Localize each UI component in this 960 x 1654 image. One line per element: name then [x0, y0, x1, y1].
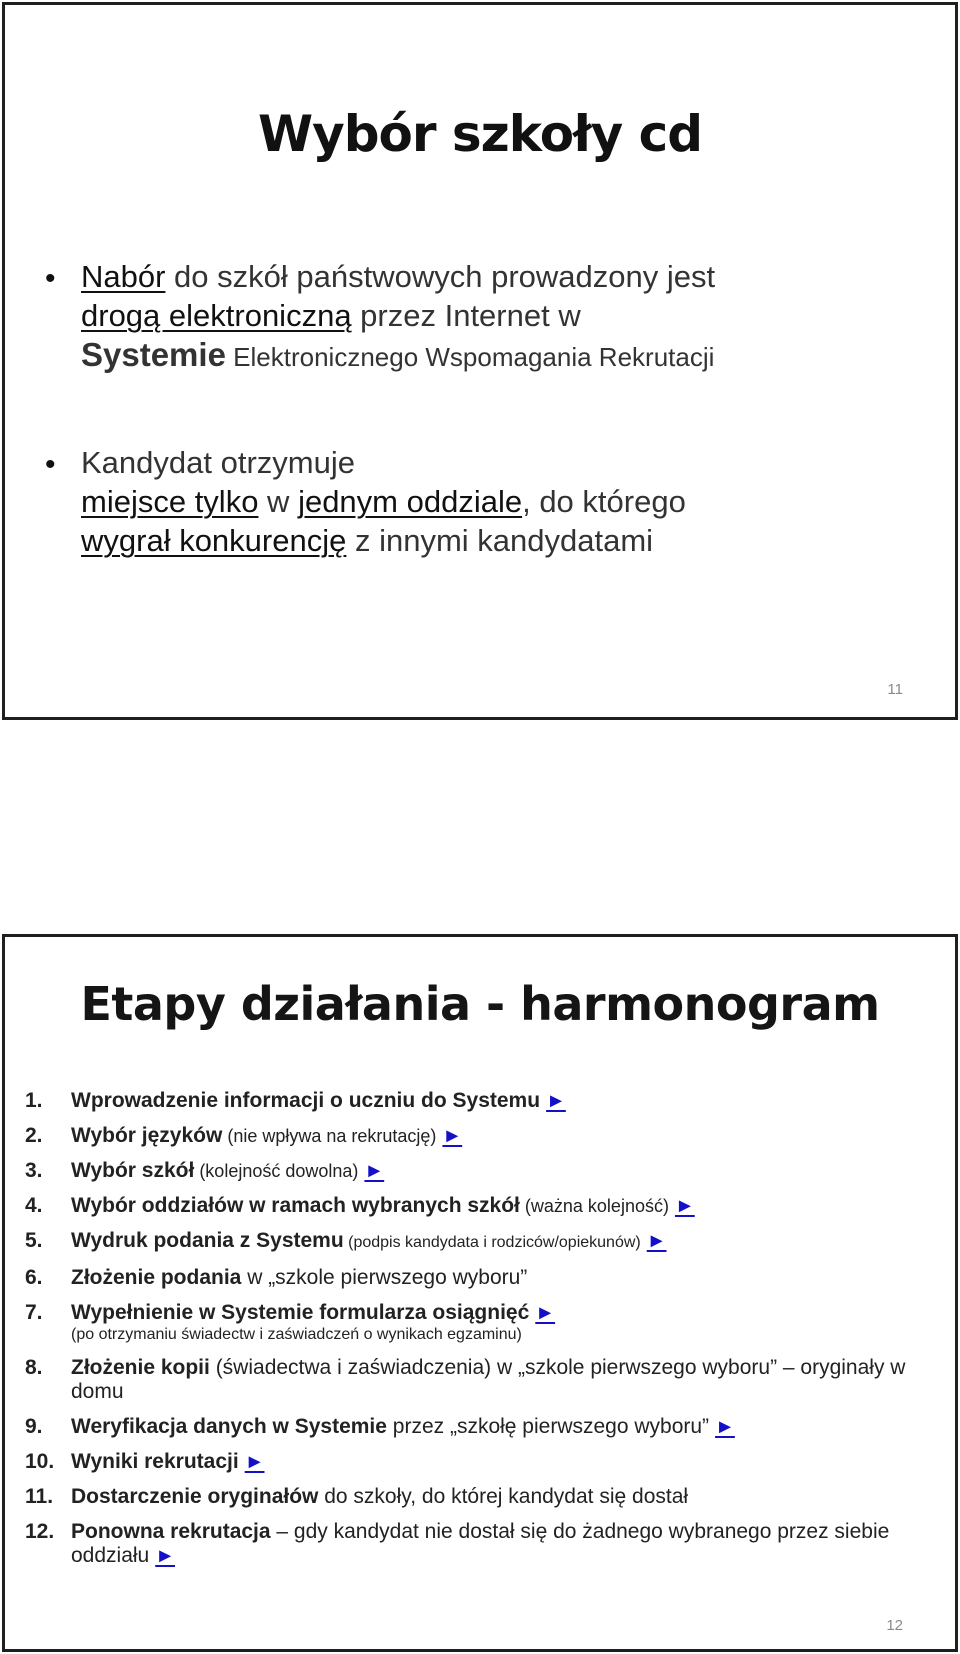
step-note: (ważna kolejność) — [519, 1196, 669, 1216]
bullet-text: z innymi kandydatami — [346, 523, 654, 558]
bullet-dot-icon: • — [45, 262, 56, 295]
list-item — [25, 1301, 945, 1345]
step-title: Wybór oddziałów w ramach wybranych szkół — [71, 1194, 520, 1217]
bullet-text: do szkół państwowych prowadzony jest — [165, 259, 716, 294]
slide-title: Wybór szkoły cd — [257, 105, 703, 163]
list-item — [25, 1089, 945, 1113]
step-note: (nie wpływa na rekrutację) — [222, 1126, 437, 1146]
arrow-right-icon[interactable]: ► — [646, 1230, 667, 1252]
arrow-right-icon[interactable]: ► — [546, 1090, 566, 1112]
bullet-text: przez Internet w — [351, 298, 581, 333]
list-item — [25, 1194, 945, 1218]
bullet-text: w — [258, 484, 299, 519]
step-title: Wypełnienie w Systemie formularza osiągnięć — [71, 1301, 530, 1324]
step-number: 4. — [25, 1194, 43, 1217]
step-number: 9. — [25, 1415, 43, 1438]
page-number: 12 — [886, 1617, 903, 1634]
step-note: do szkoły, do której kandydat się dostał — [318, 1485, 689, 1508]
bullet-text: Elektronicznego Wspomagania Rekrutacji — [225, 342, 715, 372]
step-number: 8. — [25, 1356, 43, 1379]
list-item — [25, 1356, 945, 1404]
step-title: Dostarczenie oryginałów — [71, 1485, 319, 1508]
step-number: 1. — [25, 1089, 43, 1112]
link-miejsce-tylko[interactable]: miejsce tylko — [81, 484, 259, 519]
bullet-text: , do którego — [522, 484, 686, 519]
bullet-item-2 — [45, 443, 960, 560]
step-title: Wybór języków — [71, 1124, 223, 1147]
step-title: Złożenie kopii — [71, 1356, 210, 1379]
step-title: Ponowna rekrutacja — [71, 1520, 271, 1543]
list-item — [25, 1229, 945, 1255]
arrow-right-icon[interactable]: ► — [535, 1302, 556, 1324]
slide-12 — [2, 934, 958, 1652]
step-subnote: (po otrzymaniu świadectw i zaświadczeń o wynikach egzaminu) — [71, 1326, 522, 1343]
bullet-item-1 — [45, 257, 960, 377]
step-title: Wydruk podania z Systemu — [71, 1229, 344, 1252]
list-item — [25, 1266, 945, 1290]
step-title: Wyniki rekrutacji — [71, 1450, 239, 1473]
step-number: 2. — [25, 1124, 43, 1147]
list-item — [25, 1124, 945, 1148]
link-jednym-oddziale[interactable]: jednym oddziale — [298, 484, 523, 519]
arrow-right-icon[interactable]: ► — [244, 1451, 265, 1473]
steps-list — [25, 1089, 945, 1579]
step-number: 11. — [25, 1485, 54, 1508]
step-note: w „szkole pierwszego wyboru” — [241, 1266, 528, 1289]
arrow-right-icon[interactable]: ► — [442, 1125, 463, 1147]
arrow-right-icon[interactable]: ► — [364, 1160, 385, 1182]
step-number: 10. — [25, 1450, 55, 1473]
list-item — [25, 1450, 945, 1474]
list-item — [25, 1485, 945, 1509]
arrow-right-icon[interactable]: ► — [715, 1416, 735, 1438]
step-title: Weryfikacja danych w Systemie — [71, 1415, 387, 1438]
step-note: (kolejność dowolna) — [194, 1161, 359, 1181]
arrow-right-icon[interactable]: ► — [155, 1545, 176, 1567]
step-note: (świadectwa i zaświadczenia) w „szkole pierwszego wyboru” – oryginały w domu — [71, 1356, 906, 1403]
link-nabor[interactable]: Nabór — [81, 259, 166, 294]
step-title: Złożenie podania — [71, 1266, 242, 1289]
step-title: Wprowadzenie informacji o uczniu do Systemu — [71, 1089, 541, 1112]
list-item — [25, 1520, 945, 1568]
link-droga-elektroniczna[interactable]: drogą elektroniczną — [81, 298, 352, 333]
bullet-text: Kandydat otrzymuje — [81, 445, 355, 480]
slide-title: Etapy działania - harmonogram — [80, 977, 880, 1031]
page-number: 11 — [887, 681, 903, 698]
step-note: (podpis kandydata i rodziców/opiekunów) — [343, 1234, 641, 1251]
bullet-dot-icon: • — [45, 448, 56, 481]
step-number: 12. — [25, 1520, 55, 1543]
link-wygral-konkurencje[interactable]: wygrał konkurencję — [81, 523, 347, 558]
step-note: przez „szkołę pierwszego wyboru” — [386, 1415, 710, 1438]
slide-11 — [2, 2, 958, 720]
step-number: 3. — [25, 1159, 43, 1182]
list-item — [25, 1159, 945, 1183]
list-item — [25, 1415, 945, 1439]
arrow-right-icon[interactable]: ► — [674, 1195, 695, 1217]
step-number: 6. — [25, 1266, 43, 1289]
step-note: – gdy kandydat nie dostał się do żadnego wybranego przez siebie oddziału — [71, 1520, 890, 1567]
step-number: 7. — [25, 1301, 43, 1324]
bullet-text-systemie: Systemie — [81, 336, 226, 373]
step-number: 5. — [25, 1229, 43, 1252]
step-title: Wybór szkół — [71, 1159, 195, 1182]
